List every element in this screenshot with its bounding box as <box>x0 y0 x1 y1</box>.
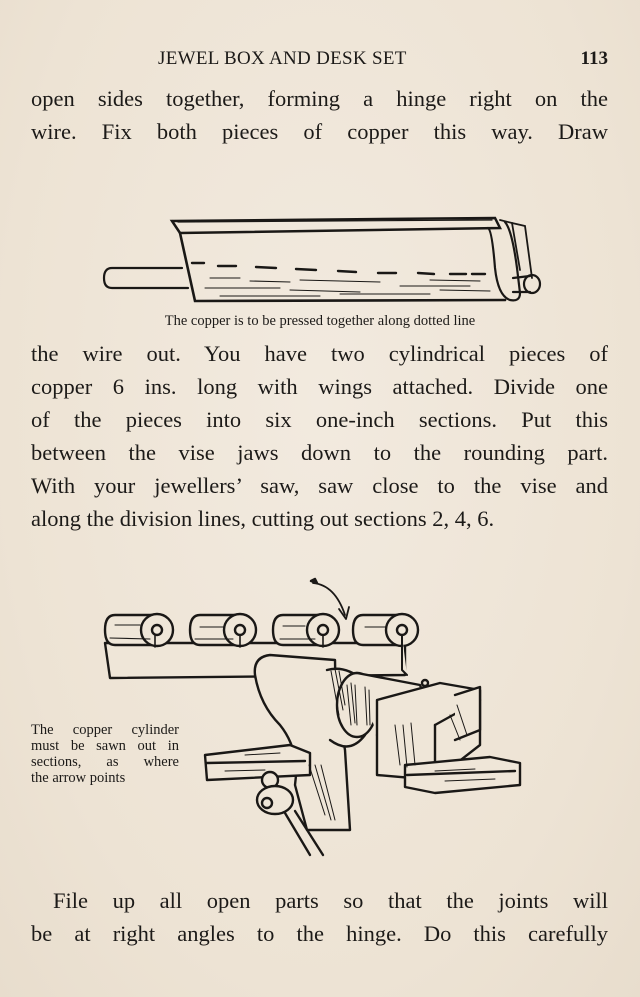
paragraph-2 <box>31 337 608 535</box>
text-line: With your jewellers’ saw, saw close to the vise and <box>31 473 608 498</box>
text-line: be at right angles to the hinge. Do this carefully <box>31 921 608 946</box>
paragraph-3 <box>31 884 608 950</box>
text-line: File up all open parts so that the joints will <box>53 888 608 913</box>
figure-copper-hinge-illustration <box>100 208 545 308</box>
text-line: of the pieces into six one-inch sections. Put this <box>31 407 608 432</box>
text-line: copper 6 ins. long with wings attached. Divide one <box>31 374 608 399</box>
paragraph-1 <box>31 82 608 148</box>
page-header <box>0 48 640 72</box>
figure-vise-illustration <box>95 575 535 865</box>
text-line: between the vise jaws down to the rounding part. <box>31 440 608 465</box>
copper-wire-drawing-icon <box>100 208 545 308</box>
vise-drawing-icon <box>95 575 535 865</box>
text-line: the wire out. You have two cylindrical pieces of <box>31 341 608 366</box>
caption-line: the arrow points <box>31 770 126 786</box>
page-number: 113 <box>580 48 608 69</box>
caption-line: must be sawn out in <box>31 738 179 754</box>
figure-1-caption: The copper is to be pressed together along dotted line <box>164 313 476 329</box>
caption-line: sections, as where <box>31 754 179 770</box>
text-line: wire. Fix both pieces of copper this way. Draw <box>31 119 608 144</box>
caption-line: The copper cylinder <box>31 722 179 738</box>
running-title: JEWEL BOX AND DESK SET <box>158 48 407 69</box>
text-line: along the division lines, cutting out sections 2, 4, 6. <box>31 506 495 531</box>
figure-2-caption <box>31 722 179 786</box>
text-line: open sides together, forming a hinge right on the <box>31 86 608 111</box>
